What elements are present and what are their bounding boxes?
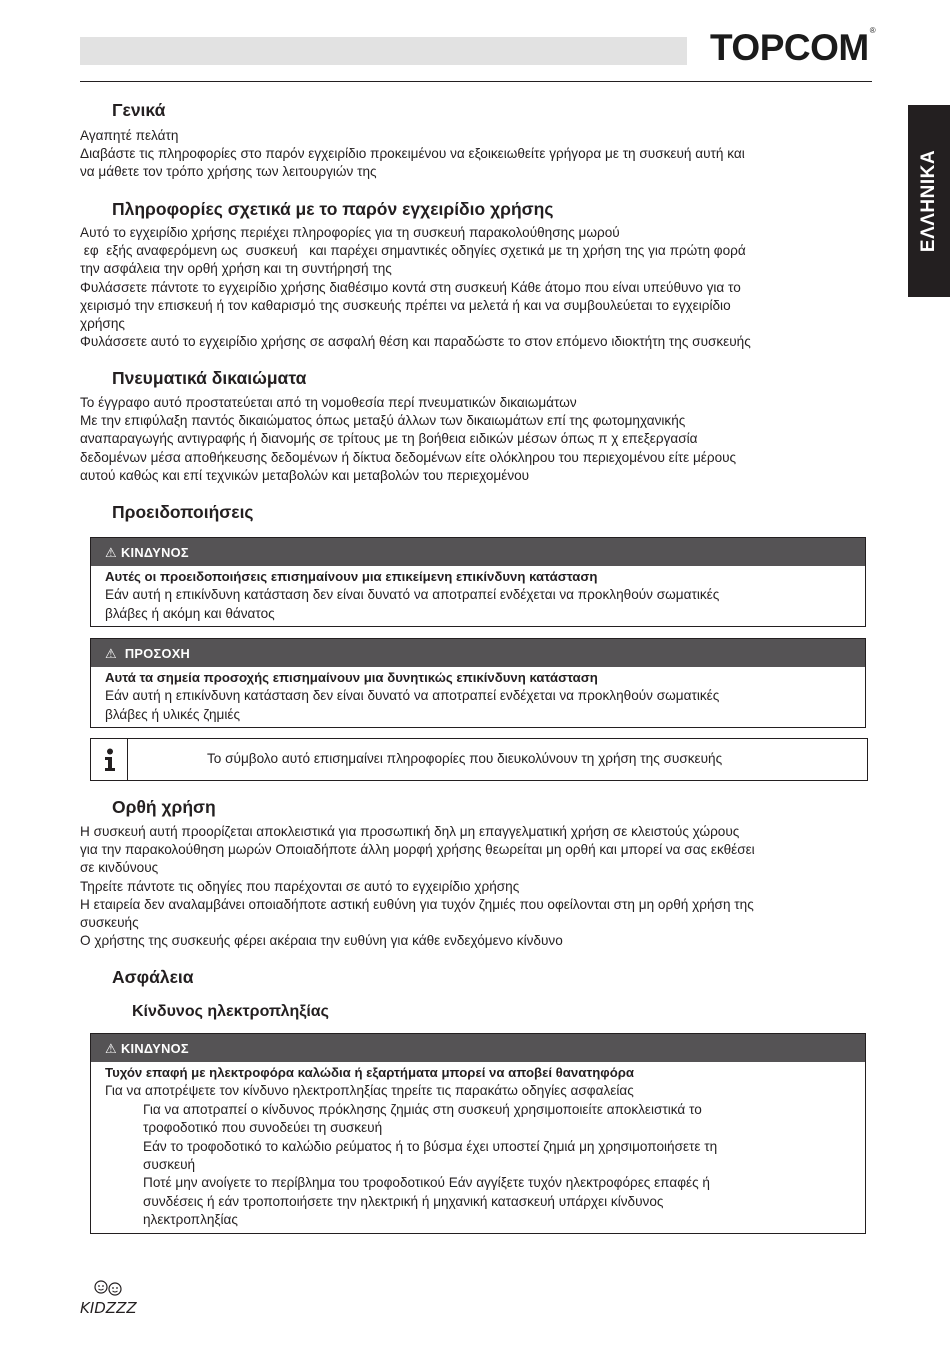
kidzzz-logo [79, 1278, 151, 1318]
danger-box [90, 537, 866, 627]
logo-text: KIDZZZ [80, 1299, 137, 1317]
danger-label: ΚΙΝΔΥΝΟΣ [120, 545, 189, 560]
text-line: για την παρακολούθηση μωρών Οποιαδήποτε άλλη μορφή χρήσης θεωρείται μη ορθή και μπορεί να σας εκθέσει [80, 842, 755, 858]
text-line: την ασφάλεια την ορθή χρήση και τη συντήρησή της [80, 261, 392, 277]
header-bar [80, 37, 687, 65]
text-line: Η εταιρεία δεν αναλαμβάνει οποιαδήποτε αστική ευθύνη για τυχόν ζημιές που οφείλονται στη μη ορθή χρήση της [80, 896, 754, 912]
warning-triangle-icon: ⚠ [105, 1041, 117, 1056]
section-title-copyright: Πνευματικά δικαιώματα [112, 368, 307, 388]
section-title-proper-use: Ορθή χρήση [112, 797, 216, 817]
text-line: βλάβες ή υλικές ζημιές [105, 706, 241, 722]
text-line: να μάθετε τον τρόπο χρήσης των λειτουργιών της [80, 164, 377, 180]
text-line: Η συσκευή αυτή προορίζεται αποκλειστικά για προσωπική δηλ μη επαγγελματική χρήση σε κλειστούς χώρους [80, 824, 740, 839]
text-line: Για να αποτρέψετε τον κίνδυνο ηλεκτροπληξίας τηρείτε τις παρακάτω οδηγίες ασφαλείας [105, 1083, 634, 1099]
danger-box-heading: Αυτές οι προειδοποιήσεις επισημαίνουν μια επικείμενη επικίνδυνη κατάσταση [105, 569, 598, 584]
text-line: συσκευής [80, 915, 139, 931]
section-title-safety: Ασφάλεια [112, 967, 194, 987]
info-icon [103, 748, 117, 772]
danger-box-header [91, 1034, 865, 1062]
list-item: συσκευή [143, 1157, 196, 1173]
danger-box-heading: Τυχόν επαφή με ηλεκτροφόρα καλώδια ή εξαρτήματα μπορεί να αποβεί θανατηφόρα [105, 1065, 635, 1080]
caution-label: ΠΡΟΣΟΧΗ [124, 646, 191, 661]
text-line: Φυλάσσετε αυτό το εγχειρίδιο χρήσης σε ασφαλή θέση και παραδώστε το στον επόμενο ιδιοκτήτη της συσκευής [80, 334, 751, 350]
list-item: τροφοδοτικό που συνοδεύει τη συσκευή [143, 1120, 383, 1136]
language-tab-label: ΕΛΛΗΝΙΚΑ [918, 149, 939, 253]
text-line: αυτού καθώς και επί τεχνικών μεταβολών και μεταβολών του περιεχομένου [80, 467, 530, 483]
section-title-warnings: Προειδοποιήσεις [112, 502, 254, 522]
brand-logo: TOPCOM® [710, 25, 876, 68]
text-line: χρήσης [80, 316, 125, 332]
text-line: Αγαπητέ πελάτη [80, 128, 179, 143]
warning-triangle-icon: ⚠ [105, 545, 117, 560]
text-line: Εάν αυτή η επικίνδυνη κατάσταση δεν είναι δυνατό να αποτραπεί ενδέχεται να προκληθούν σωματικές [105, 587, 720, 603]
list-item: Για να αποτραπεί ο κίνδυνος πρόκλησης ζημιάς στη συσκευή χρησιμοποιείτε αποκλειστικά το [143, 1101, 702, 1117]
info-text: Το σύμβολο αυτό επισημαίνει πληροφορίες που διευκολύνουν τη χρήση της συσκευής [207, 751, 723, 766]
warning-triangle-icon: ⚠ [105, 646, 117, 661]
section-title-manual-info: Πληροφορίες σχετικά με το παρόν εγχειρίδιο χρήσης [112, 199, 554, 219]
caution-box-body [91, 667, 865, 727]
manual-info-paragraph [80, 224, 872, 351]
danger-box-body [91, 566, 865, 626]
danger-box-header [91, 538, 865, 566]
text-line: βλάβες ή ακόμη και θάνατος [105, 605, 275, 621]
proper-use-paragraph [80, 823, 872, 950]
text-line: Ο χρήστης της συσκευής φέρει ακέραια την ευθύνη για κάθε ενδεχόμενο κίνδυνο [80, 933, 563, 949]
copyright-paragraph [80, 394, 872, 485]
electric-shock-danger-box [90, 1033, 866, 1234]
list-item: Ποτέ μην ανοίγετε το περίβλημα του τροφοδοτικού Εάν αγγίξετε τυχόν ηλεκτροφόρες επαφές ή [143, 1175, 710, 1191]
text-line: Τηρείτε πάντοτε τις οδηγίες που παρέχονται σε αυτό το εγχειρίδιο χρήσης [80, 878, 520, 894]
text-line: Το έγγραφο αυτό προστατεύεται από τη νομοθεσία περί πνευματικών δικαιωμάτων [80, 395, 577, 410]
danger-label: ΚΙΝΔΥΝΟΣ [120, 1041, 189, 1056]
text-line: Με την επιφύλαξη παντός δικαιώματος όπως μεταξύ άλλων των δικαιωμάτων επί της φωτομηχανικής [80, 413, 686, 429]
caution-box [90, 638, 866, 728]
caution-box-header [91, 639, 865, 667]
text-line: Αυτό το εγχειρίδιο χρήσης περιέχει πληροφορίες για τη συσκευή παρακολούθησης μωρού [80, 225, 620, 240]
list-item: Εάν το τροφοδοτικό το καλώδιο ρεύματος ή το βύσμα έχει υποστεί ζημιά μη χρησιμοποιήσετε τη [143, 1138, 718, 1154]
info-box [90, 738, 868, 781]
text-line: εφ εξής αναφερόμενη ως συσκευή και παρέχει σημαντικές οδηγίες σχετικά με τη χρήση της για πρώτη φορά [80, 243, 746, 259]
list-item: συνδέσεις ή εάν τροποποιήσετε την ηλεκτρική ή μηχανική κατασκευή υπάρχει κίνδυνος [143, 1193, 664, 1209]
text-line: Φυλάσσετε πάντοτε το εγχειρίδιο χρήσης διαθέσιμο κοντά στη συσκευή Κάθε άτομο που είναι υπεύθυνο για το [80, 279, 741, 295]
text-line: Εάν αυτή η επικίνδυνη κατάσταση δεν είναι δυνατό να αποτραπεί ενδέχεται να προκληθούν σωματικές [105, 688, 720, 704]
list-item: ηλεκτροπληξίας [143, 1212, 238, 1228]
general-paragraph [80, 127, 872, 182]
text-line: αναπαραγωγής αντιγραφής ή διανομής σε τρίτους με τη βοήθεια ειδικών μέσων όπως π χ επεξεργασία [80, 431, 698, 447]
text-line: Διαβάστε τις πληροφορίες στο παρόν εγχειρίδιο προκειμένου να εξοικειωθείτε γρήγορα με τη συσκευή αυτή και [80, 146, 745, 162]
electric-shock-box-body [91, 1062, 865, 1233]
header-divider [80, 81, 872, 82]
language-tab [908, 105, 950, 297]
text-line: δεδομένων μέσα αποθήκευσης δεδομένων ή δίκτυα δεδομένων είτε ολόκληρου του περιεχομένου είτε μέρους [80, 449, 737, 465]
caution-box-heading: Αυτά τα σημεία προσοχής επισημαίνουν μια δυνητικώς επικίνδυνη κατάσταση [105, 670, 598, 685]
section-title-general: Γενικά [112, 100, 166, 120]
info-icon-cell [91, 739, 128, 780]
subsection-title-electric-shock: Κίνδυνος ηλεκτροπληξίας [132, 1003, 329, 1020]
text-line: χειρισμό την επισκευή ή τον καθαρισμό της συσκευής πρέπει να μελετά ή και να συμβουλεύεται το εγχειρίδιο [80, 297, 731, 313]
text-line: σε κινδύνους [80, 860, 159, 876]
